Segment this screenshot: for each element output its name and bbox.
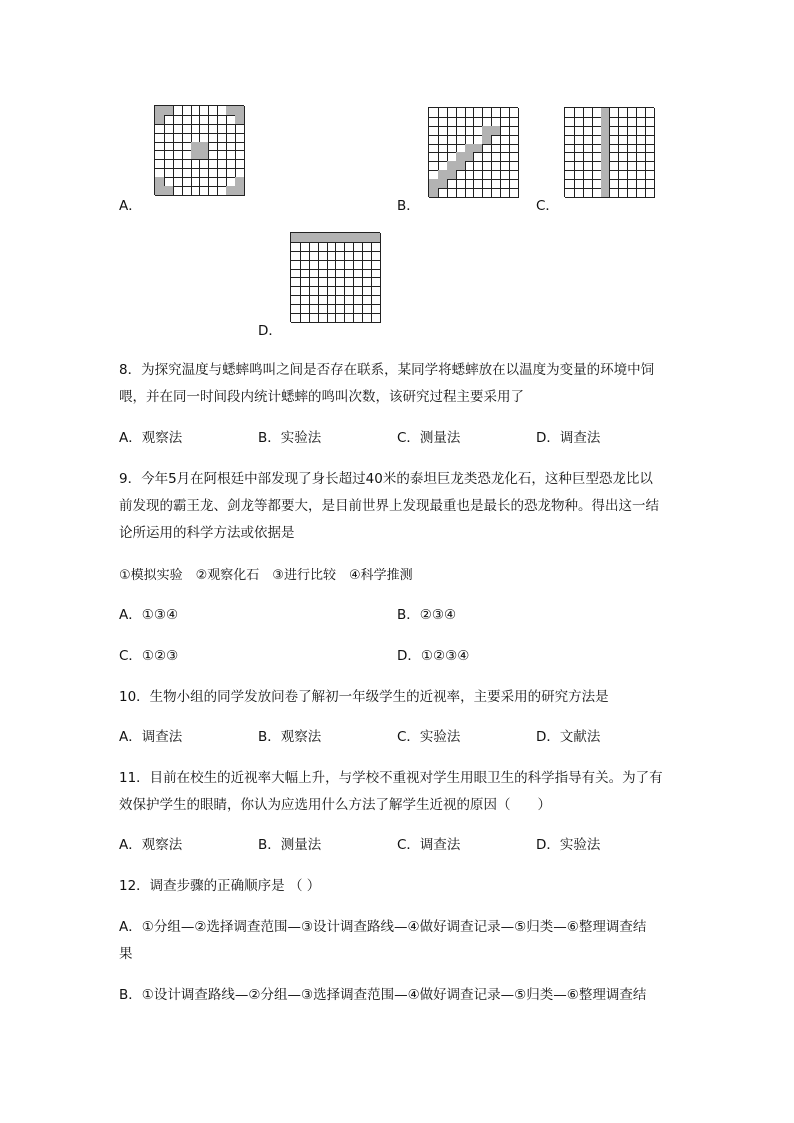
- q8-stem-line2: 喂，并在同一时间段内统计蟋蟀的鸣叫次数，该研究过程主要采用了: [119, 389, 524, 405]
- option-b-label: B．: [397, 198, 420, 214]
- q10-option-d[interactable]: D．文献法: [536, 729, 601, 745]
- q9-option-d[interactable]: D．①②③④: [397, 648, 470, 664]
- q8-option-b[interactable]: B．实验法: [258, 430, 322, 446]
- option-c-label: C．: [536, 198, 559, 214]
- grid-cell: [509, 188, 519, 198]
- grid-cell: [371, 313, 381, 323]
- q10-option-a[interactable]: A．调查法: [119, 729, 183, 745]
- grid-figure-b: [428, 107, 518, 197]
- q9-stem-line1: 9．今年5月在阿根廷中部发现了身长超过40米的泰坦巨龙类恐龙化石，这种巨型恐龙比以: [119, 471, 653, 487]
- q8-option-c[interactable]: C．测量法: [397, 430, 461, 446]
- q9-option-a[interactable]: A．①③④: [119, 607, 179, 623]
- q8-option-d[interactable]: D．调查法: [536, 430, 601, 446]
- q11-stem-line2: 效保护学生的眼睛，你认为应选用什么方法了解学生近视的原因（ ）: [119, 797, 551, 813]
- option-a-label: A．: [119, 198, 142, 214]
- grid-figure-d: [290, 232, 380, 322]
- grid-figure-a: [154, 105, 244, 195]
- q9-option-b[interactable]: B．②③④: [397, 607, 457, 623]
- q9-stem-line2: 前发现的霸王龙、剑龙等都要大，是目前世界上发现最重也是最长的恐龙物种。得出这一结: [119, 498, 659, 514]
- q11-option-b[interactable]: B．测量法: [258, 837, 322, 853]
- grid-figure-c: [564, 107, 654, 197]
- q12-option-a-line1[interactable]: A．①分组—②选择调查范围—③设计调查路线—④做好调查记录—⑤归类—⑥整理调查结: [119, 919, 647, 935]
- q11-option-c[interactable]: C．调查法: [397, 837, 461, 853]
- grid-cell: [645, 188, 655, 198]
- q11-stem-line1: 11．目前在校生的近视率大幅上升，与学校不重视对学生用眼卫生的科学指导有关。为了有: [119, 770, 663, 786]
- q9-items: ①模拟实验 ②观察化石 ③进行比较 ④科学推测: [119, 568, 413, 583]
- q9-stem-line3: 论所运用的科学方法或依据是: [119, 525, 295, 541]
- q11-option-d[interactable]: D．实验法: [536, 837, 601, 853]
- q8-option-a[interactable]: A．观察法: [119, 430, 183, 446]
- q10-option-c[interactable]: C．实验法: [397, 729, 461, 745]
- q10-stem: 10．生物小组的同学发放问卷了解初一年级学生的近视率，主要采用的研究方法是: [119, 689, 609, 705]
- option-d-label: D．: [258, 323, 282, 339]
- grid-cell-filled: [235, 186, 245, 196]
- q8-stem-line1: 8．为探究温度与蟋蟀鸣叫之间是否存在联系，某同学将蟋蟀放在以温度为变量的环境中饲: [119, 362, 655, 378]
- q12-option-a-line2[interactable]: 果: [119, 946, 133, 962]
- q10-option-b[interactable]: B．观察法: [258, 729, 322, 745]
- q12-option-b-line1[interactable]: B．①设计调查路线—②分组—③选择调查范围—④做好调查记录—⑤归类—⑥整理调查结: [119, 987, 647, 1003]
- q9-option-c[interactable]: C．①②③: [119, 648, 179, 664]
- q11-option-a[interactable]: A．观察法: [119, 837, 183, 853]
- q12-stem: 12．调查步骤的正确顺序是 （ ）: [119, 878, 321, 894]
